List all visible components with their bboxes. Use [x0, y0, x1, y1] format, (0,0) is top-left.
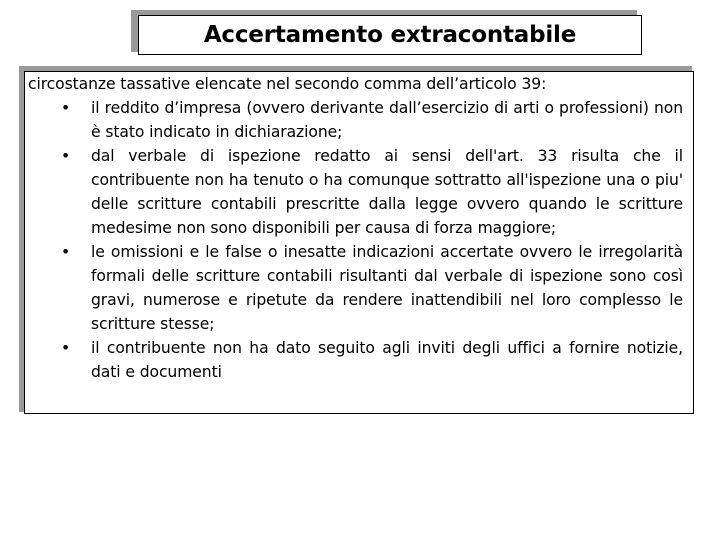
slide-title: Accertamento extracontabile	[138, 15, 642, 55]
intro-text: circostanze tassative elencate nel secondo comma dell’articolo 39:	[28, 75, 547, 93]
bullet-icon: •	[61, 243, 71, 261]
bullet-icon: •	[61, 99, 71, 117]
bullet-list	[28, 96, 683, 384]
list-item-text: il reddito d’impresa (ovvero derivante dall’esercizio di arti o professioni) non è stato indicato in dichiarazione;	[91, 99, 683, 141]
list-item-text: dal verbale di ispezione redatto ai sensi dell'art. 33 risulta che il contribuente non ha tenuto o ha comunque sottratto all'ispezione una o piu' delle scritture contabili prescritte dalla legge ovvero quando le scritture medesime non sono disponibili per causa di forza maggiore;	[91, 147, 683, 237]
list-item	[61, 240, 683, 336]
list-item	[61, 144, 683, 240]
bullet-icon: •	[61, 339, 71, 357]
list-item-text: il contribuente non ha dato seguito agli inviti degli uffici a fornire notizie, dati e documenti	[91, 339, 683, 381]
list-item	[61, 96, 683, 144]
bullet-icon: •	[61, 147, 71, 165]
list-item	[61, 336, 683, 384]
list-item-text: le omissioni e le false o inesatte indicazioni accertate ovvero le irregolarità formali delle scritture contabili risultanti dal verbale di ispezione sono così gravi, numerose e ripetute da rendere inattendibili nel loro complesso le scritture stesse;	[91, 243, 683, 333]
content-box	[24, 71, 694, 414]
